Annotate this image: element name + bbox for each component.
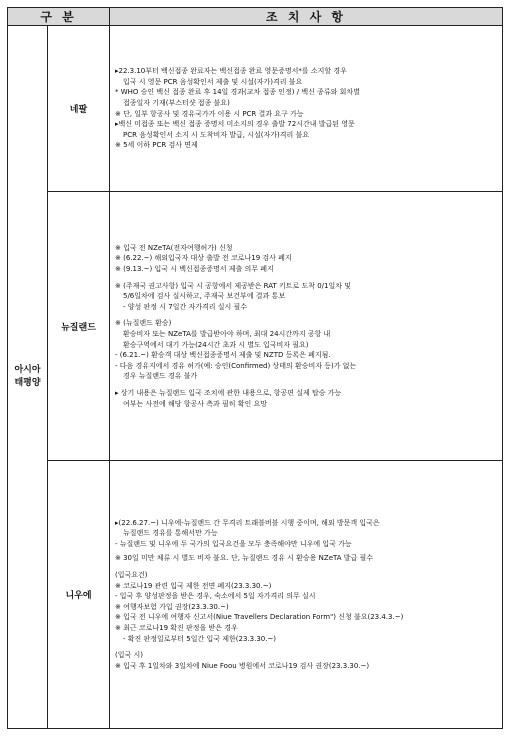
measure-line: 환승비자 또는 NZeTA를 발급받아야 하며, 최대 24시간까지 공항 내 — [123, 330, 331, 338]
measure-line: - (6.21.~) 환승객 대상 백신접종증명서 제출 및 NZTD 등록은 폐지됨. — [115, 351, 331, 360]
measure-line: 여부는 사전에 해당 항공사 측과 필히 확인 요망 — [123, 399, 268, 408]
table-header-row — [8, 8, 503, 26]
measure-line: - 다음 경유지에서 경유 허가(예: 승인(Confirmed) 상태의 환승비자 등)가 없는 — [115, 361, 357, 370]
measure-line: ※ 입국 전 NZeTA(전자여행허가) 신청 — [115, 243, 233, 252]
table-row — [8, 26, 503, 192]
measure-line: 뉴질랜드 경유를 통해서만 가능 — [123, 529, 218, 538]
measure-line: PCR 음성확인서 소지 시 도착비자 발급, 시설(자가)격리 불요 — [123, 130, 309, 139]
measure-line: ※ 단, 일부 항공사 및 경유국가가 이용 시 PCR 결과 요구 가능 — [115, 109, 304, 118]
country-name: 뉴질랜드 — [48, 192, 110, 461]
measures-cell — [110, 461, 503, 729]
region-cell — [8, 26, 48, 729]
measure-line: ※ 코로나19 관련 입국 제한 전면 폐지(23.3.30.~) — [115, 581, 272, 590]
measure-line: ※ 입국 전 니우에 여행자 신고서(Niue Travellers Declaration Form") 신청 불요(23.4.3.~) — [115, 613, 404, 622]
measure-line: 5/6일차에 검사 실시하고, 주재국 보건부에 결과 통보 — [123, 292, 286, 301]
measure-line: ▸백신 미접종 또는 백신 접종 증명서 미소지의 경우 출발 72시간내 발급된 영문 — [115, 120, 355, 129]
measure-line: ▸22.3.10부터 백신접종 완료자는 백신접종 완료 영문증명서*를 소지할 경우 — [115, 67, 347, 76]
measure-line: 입국 시 영문 PCR 음성확인서 제출 및 시설(자가)격리 불요 — [123, 77, 303, 86]
measure-line: ※ (6.22.~) 해외입국자 대상 출발 전 코로나19 검사 폐지 — [115, 254, 292, 263]
measure-line: 경우 뉴질랜드 경유 불가 — [123, 372, 198, 381]
measure-line: 접종일자 기재(부스터샷 접종 불요) — [123, 98, 230, 107]
region-label-line2: 태평양 — [14, 378, 41, 388]
measure-line: ※ (뉴질랜드 환승) — [115, 319, 172, 328]
measures-header: 조 치 사 항 — [110, 8, 503, 26]
measures-cell — [110, 26, 503, 192]
country-name: 네팔 — [48, 26, 110, 192]
category-header: 구 분 — [8, 8, 110, 26]
measure-line: - 양성 판정 시 7일간 자가격리 실시 필수 — [123, 302, 247, 311]
measure-line: * WHO 승인 백신 접종 완료 후 14일 경과(교차 접종 인정) / 백신 종류와 회차별 — [115, 88, 360, 97]
measure-line: ※ 5세 이하 PCR 검사 면제 — [115, 141, 198, 150]
country-name: 니우에 — [48, 461, 110, 729]
measure-line: (입국요건) — [115, 571, 148, 580]
table-row — [8, 192, 503, 461]
measure-line: ※ 최근 코로나19 확진 판정을 받은 경우 — [115, 623, 238, 632]
measure-line: ▸(22.6.27.~) 니우에-뉴질랜드 간 무격리 트래블버블 시행 중이며, 해외 방문객 입국은 — [115, 518, 380, 527]
measure-line: ※ (9.13.~) 입국 시 백신접종증명서 제출 의무 폐지 — [115, 265, 274, 274]
measure-line: - 입국 후 양성판정을 받은 경우, 숙소에서 5일 자가격리 의무 실시 — [115, 592, 316, 601]
measure-line: ※ 입국 후 1일차와 3일차에 Niue Foou 병원에서 코로나19 검사 권장(23.3.30.~) — [115, 661, 370, 670]
measures-cell — [110, 192, 503, 461]
measure-line: 환승구역에서 대기 가능(24시간 초과 시 별도 입국비자 필요) — [123, 340, 309, 349]
entry-measures-table — [7, 7, 503, 729]
measure-line: - 뉴질랜드 및 니우에 두 국가의 입국요건을 모두 충족해야만 니우에 입국 가능 — [115, 539, 352, 548]
measure-line: ※ (주재국 권고사항) 입국 시 공항에서 제공받은 RAT 키트로 도착 0/1일차 및 — [115, 281, 351, 290]
measure-line: - 확진 판정일로부터 5일간 입국 제한(23.3.30.~) — [123, 634, 277, 643]
region-label-line1: 아시아 — [14, 365, 41, 375]
measure-line: ※ 30일 미만 체류 시 별도 비자 불요. 단, 뉴질랜드 경유 시 환승용 NZeTA 발급 필수 — [115, 554, 374, 563]
table-row — [8, 461, 503, 729]
measure-line: ※ 여행자보험 가입 권장(23.3.30.~) — [115, 602, 229, 611]
measure-line: (입국 시) — [115, 651, 143, 660]
measure-line: ▸ 상기 내용은 뉴질랜드 입국 조치에 관한 내용으로, 항공편 실제 탑승 가능 — [115, 388, 342, 397]
